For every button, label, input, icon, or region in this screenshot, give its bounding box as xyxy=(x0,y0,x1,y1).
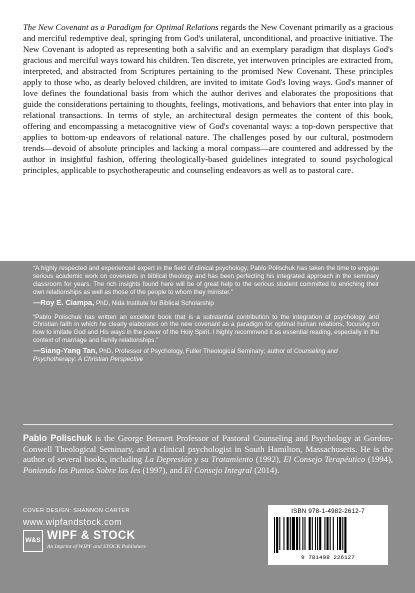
publisher-logo xyxy=(23,530,193,556)
bio-text: (1994), xyxy=(365,454,393,465)
book-description xyxy=(23,22,393,176)
endorser-title-1: PhD, Nida Institute for Biblical Scholarship xyxy=(94,299,214,307)
bio-text: is the George Bennett Professor of Pastoral Counseling and Psychology at Gordon-Conwell Theological Seminary, and a clinical psychologist in South Hamilton, Massachusetts. He is the author of several books, including xyxy=(23,433,393,465)
author-bio xyxy=(23,433,393,475)
divider xyxy=(23,424,393,425)
author-name: Pablo Polischuk xyxy=(23,433,93,443)
barcode-bars xyxy=(274,517,382,553)
bio-text: (1992), xyxy=(253,454,284,465)
endorser-title-2: PhD, Professor of Psychology, Fuller Theological Seminary; author of xyxy=(97,348,294,356)
publisher-tagline: An Imprint of WIPF and STOCK Publishers xyxy=(47,544,146,550)
description-panel xyxy=(0,0,415,261)
endorsement-attribution-1 xyxy=(33,299,379,308)
endorser-name-1: —Roy E. Ciampa, xyxy=(33,297,95,307)
endorsement-quote-1: “A highly respected and experienced expert in the field of clinical psychology, Pablo Polischuk has taken the time to engage serious academic work on covenants in biblical theology and has been perfecting his integrated approach in the seminary classroom for years. The rich insights found here will be of great help to the serious student committed to enriching their own relationships as well as those of the people to whom they minister.” xyxy=(33,265,379,296)
bio-book-title: El Consejo Integral xyxy=(184,464,253,475)
bio-text: (1997), and xyxy=(140,464,185,475)
publisher-url: www.wipfandstock.com xyxy=(23,517,122,527)
bio-book-title: El Consejo Terapéutico xyxy=(283,454,366,465)
cover-design-credit: COVER DESIGN: SHANNON CARTER xyxy=(23,508,130,514)
bio-book-title: La Depresión y su Tratamiento xyxy=(144,454,254,465)
publisher-mark: W&S xyxy=(23,530,43,552)
barcode-digits: 9 781498 226127 xyxy=(301,554,355,561)
bio-text: (2014). xyxy=(252,464,280,475)
endorsement-attribution-2 xyxy=(33,347,379,364)
book-title-italic: The New Covenant as a Paradigm for Optimal Relations xyxy=(23,22,219,32)
endorser-book-2: Counseling and Psychotherapy: A Christian Perspective xyxy=(33,348,338,364)
endorsement-quote-2: “Pablo Polischuk has written an excellent book that is a substantial contribution to the integration of psychology and Christian faith in which he clearly elaborates on the new covenant as a paradigm for optimal human relations, focusing on how to imitate God and His ways in the power of the Holy Spirit. I highly recommend it as essential reading, especially in the context of marriage and family relationships.” xyxy=(33,313,379,345)
endorsements xyxy=(33,265,379,364)
isbn-label: ISBN 978-1-4982-2612-7 xyxy=(291,508,365,515)
bio-book-title: Poniendo los Puntos Sobre las Íes xyxy=(23,464,141,475)
barcode xyxy=(268,505,388,565)
description-text: regards the New Covenant primarily as a gracious and merciful redemptive deal, springing from God's unilateral, unconditional, and proactive initiative. The New Covenant is adopted as representing both a salvific and an exemplary paradigm that displays God's gracious and merciful ways toward his children. Ten discrete, yet interwoven principles are extracted from, interpreted, and abstracted from Scriptures pertaining to the promised New Covenant. These principles apply to those who, as dearly beloved children, are invited to imitate God's loving ways. God's manner of love defines the foundational basis from which the author derives and elaborates the propositions that guide the considerations pertaining to thoughts, feelings, motivations, and behaviors that enter into play in relational transactions. In terms of style, an architectural design permeates the content of this book, offering and encompassing a metacognitive view of God's covenantal ways: a top-down perspective that applies to bottom-up endeavors of relational nature. The challenges posed by our cultural, postmodern trends—devoid of absolute principles and lacking a moral compass—are countered and addressed by the author in insightful fashion, offering theologically-based guidelines integrated to sound psychological principles, applicable to psychotherapeutic and counseling endeavors as well as to pastoral care. xyxy=(23,22,393,175)
publisher-name: WIPF & STOCK xyxy=(47,530,136,542)
endorser-name-2: —Siang-Yang Tan, xyxy=(33,346,98,356)
